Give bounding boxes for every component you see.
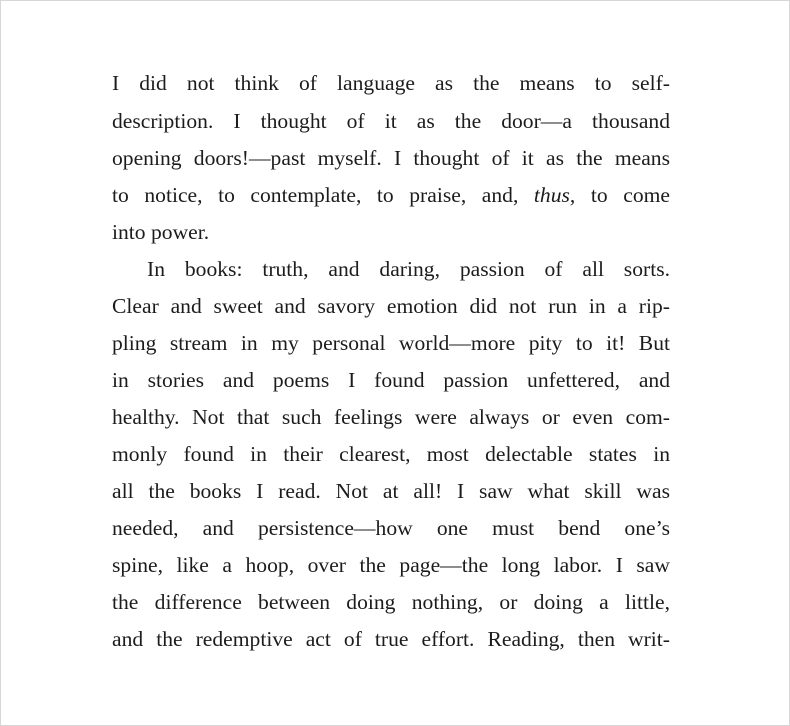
emphasized-word: thus [533,183,570,207]
text-line: I did not think of language as the means to self- [112,71,670,95]
text-line: description. I thought of it as the door—a thousand [112,109,670,133]
text-line: needed, and persistence—how one must bend one’s [112,516,670,540]
text-line: opening doors!—past myself. I thought of it as the means [112,146,670,170]
text-line: all the books I read. Not at all! I saw what skill was [112,479,670,503]
text-line: and the redemptive act of true effort. Reading, then writ- [112,627,670,651]
text-line [112,185,670,207]
text-run: to notice, to contemplate, to praise, and, [112,183,534,207]
text-line: pling stream in my personal world—more pity to it! But [112,331,670,355]
text-line: into power. [112,220,210,244]
text-line: Clear and sweet and savory emotion did not run in a rip- [112,294,670,318]
text-line: monly found in their clearest, most delectable states in [112,442,670,466]
text-run: , to come [569,183,670,207]
text-line: in stories and poems I found passion unfettered, and [112,368,670,392]
text-line: the difference between doing nothing, or doing a little, [112,590,670,614]
paragraph-first-line: In books: truth, and daring, passion of all sorts. [147,257,670,281]
text-line: healthy. Not that such feelings were always or even com- [112,405,670,429]
text-line: spine, like a hoop, over the page—the long labor. I saw [112,553,670,577]
